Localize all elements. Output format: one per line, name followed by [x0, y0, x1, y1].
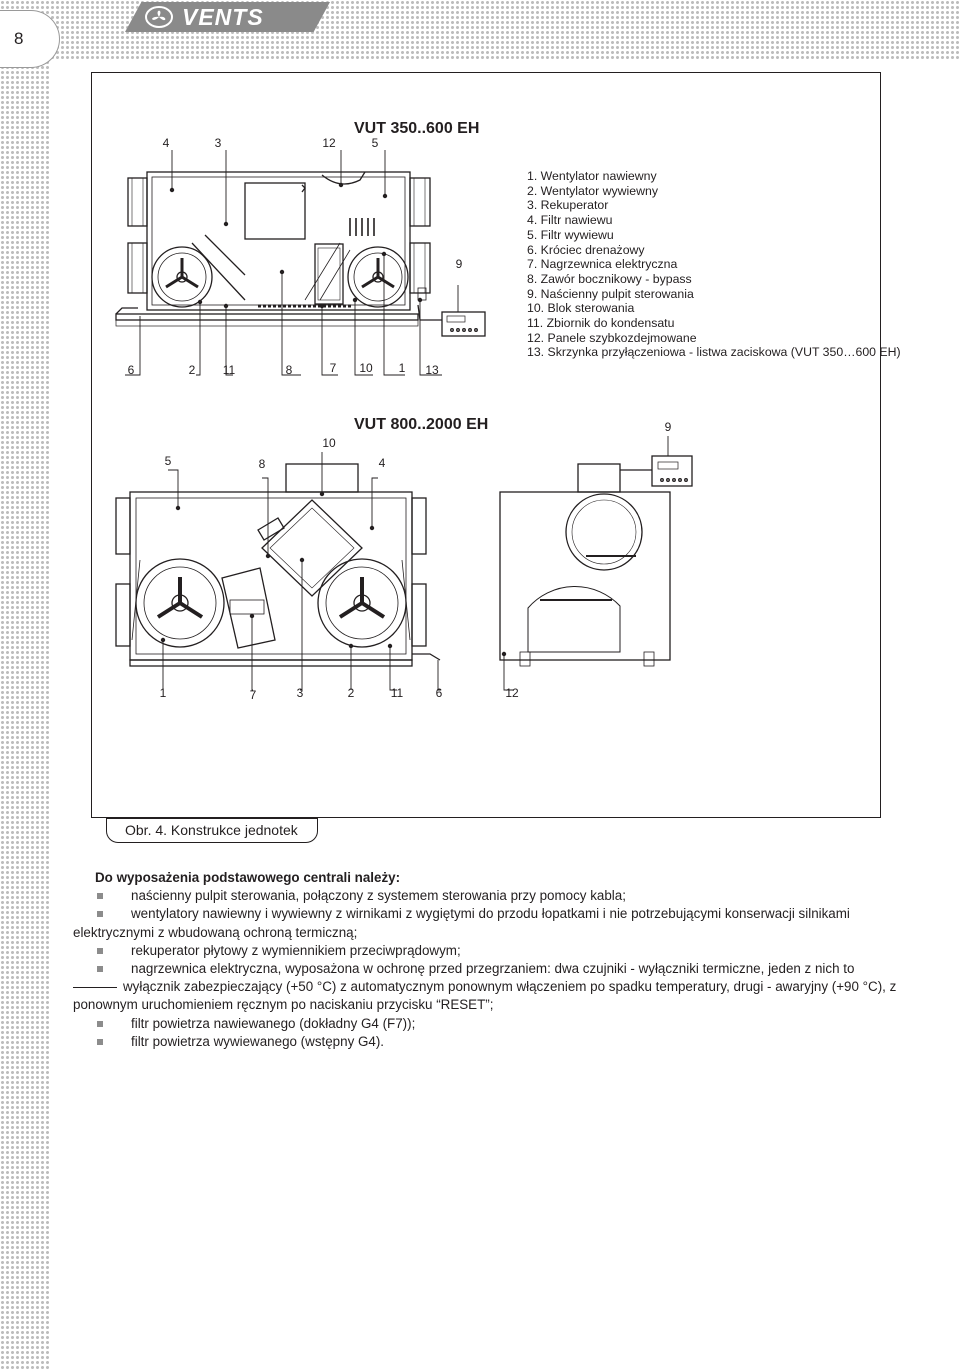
page-number: 8 — [0, 10, 60, 68]
callout-number: 8 — [258, 457, 266, 471]
callout-number: 1 — [159, 686, 167, 700]
bottom-unit-title: VUT 800..2000 EH — [354, 416, 489, 433]
bullet-square-icon — [97, 1039, 103, 1045]
list-item: filtr powietrza wywiewanego (wstępny G4). — [73, 1033, 899, 1051]
legend-item: 1. Wentylator nawiewny — [527, 169, 657, 183]
legend-item: 13. Skrzynka przyłączeniowa - listwa zaciskowa (VUT 350…600 EH) — [527, 345, 901, 360]
bullet-square-icon — [97, 893, 103, 899]
top-unit-title: VUT 350..600 EH — [354, 120, 480, 137]
legend-item: 5. Filtr wywiewu — [527, 227, 614, 242]
list-item: wentylatory nawiewny i wywiewny z wirnikami z wygiętymi do przodu łopatkami i nie potrzebującymi konserwacji silnikami elektrycznymi z wbudowaną ochroną termiczną; — [73, 906, 850, 940]
bullet-square-icon — [97, 1021, 103, 1027]
callout-number: 13 — [425, 363, 439, 377]
brand-name: VENTS — [182, 4, 264, 30]
legend-item: 12. Panele szybkozdejmowane — [527, 330, 697, 345]
legend-item: 4. Filtr nawiewu — [527, 213, 613, 228]
legend-item: 6. Króciec drenażowy — [527, 242, 645, 257]
callout-number: 3 — [214, 136, 222, 150]
bullet-square-icon — [97, 966, 103, 972]
legend-item: 7. Nagrzewnica elektryczna — [527, 257, 678, 272]
callout-number: 8 — [285, 363, 293, 377]
callout-number: 9 — [664, 420, 672, 434]
list-item-continuation: wyłącznik zabezpieczający (+50 °C) z automatycznym ponownym włączeniem po spadku temperatury, drugi - awaryjny (+90 °C), z ponownym uruchomieniem ręcznym po naciskaniu przycisku “RESET”; — [73, 979, 897, 1013]
figure-caption: Obr. 4. Konstrukce jednotek — [106, 818, 318, 843]
callout-number: 4 — [162, 136, 170, 150]
callout-number: 10 — [322, 436, 336, 450]
callout-number: 4 — [378, 456, 386, 470]
equipment-heading: Do wyposażenia podstawowego centrali należy: — [95, 870, 401, 885]
component-legend — [527, 169, 901, 360]
callout-number: 7 — [329, 361, 337, 375]
callout-number: 1 — [398, 361, 406, 375]
list-item: naścienny pulpit sterowania, połączony z systemem sterowania przy pomocy kabla; — [73, 887, 899, 905]
callout-number: 10 — [359, 361, 373, 375]
bullet-square-icon — [97, 948, 103, 954]
callout-number: 9 — [455, 257, 463, 271]
bullet-square-icon — [97, 911, 103, 917]
callout-number: 12 — [505, 686, 519, 700]
legend-item: 11. Zbiornik do kondensatu — [527, 316, 675, 331]
callout-number: 11 — [390, 686, 404, 700]
dash-line — [73, 987, 117, 988]
callout-number: 3 — [296, 686, 304, 700]
bottom-unit-drawing — [116, 456, 692, 666]
callout-number: 7 — [249, 688, 257, 702]
callout-number: 5 — [371, 136, 379, 150]
legend-item: 8. Zawór bocznikowy - bypass — [527, 271, 692, 286]
legend-item: 2. Wentylator wywiewny — [527, 183, 658, 198]
callout-number: 2 — [188, 363, 196, 377]
list-item: filtr powietrza nawiewanego (dokładny G4 (F7)); — [73, 1015, 899, 1033]
callout-number: 5 — [164, 454, 172, 468]
callout-number: 6 — [127, 363, 135, 377]
list-item: rekuperator płytowy z wymiennikiem przeciwprądowym; — [73, 942, 899, 960]
callout-number: 11 — [222, 363, 236, 377]
list-item: nagrzewnica elektryczna, wyposażona w ochronę przed przegrzaniem: dwa czujniki - wyłączniki termiczne, jeden z nich to — [73, 960, 899, 978]
legend-item: 10. Blok sterowania — [527, 301, 635, 316]
top-unit-drawing — [116, 172, 485, 336]
equipment-section — [73, 869, 899, 1051]
callout-number: 12 — [322, 136, 336, 150]
legend-item: 9. Naścienny pulpit sterowania — [527, 286, 694, 301]
legend-item: 3. Rekuperator — [527, 198, 609, 213]
callout-number: 6 — [435, 686, 443, 700]
callout-number: 2 — [347, 686, 355, 700]
